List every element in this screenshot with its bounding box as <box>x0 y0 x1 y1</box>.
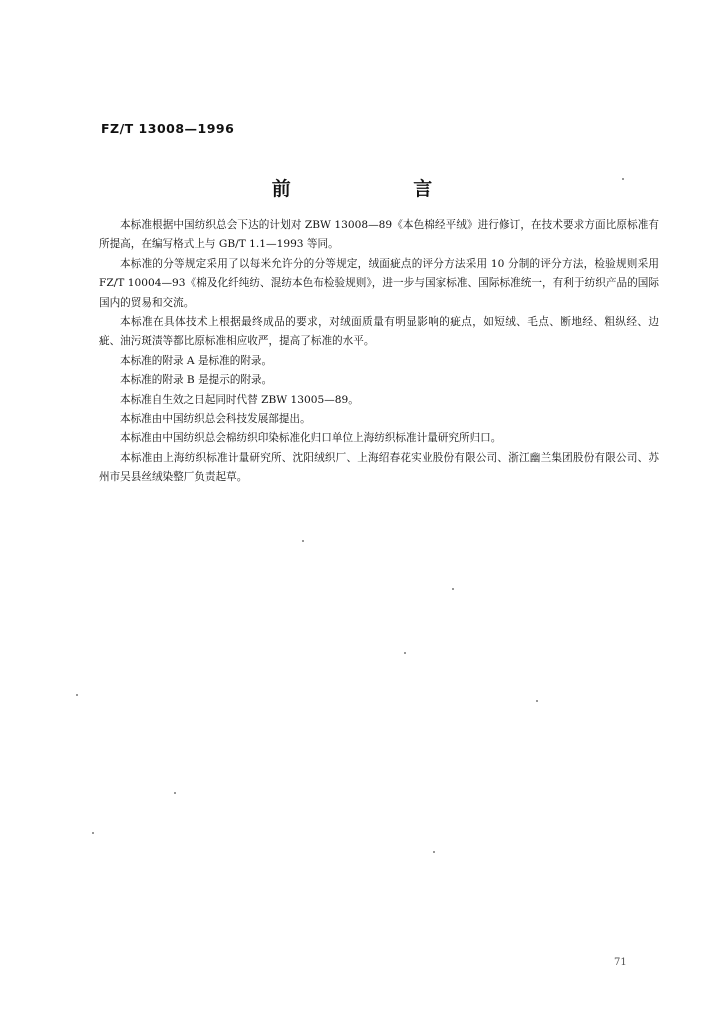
paragraph: 本标准由上海纺织标准计量研究所、沈阳绒织厂、上海绍春花实业股份有限公司、浙江幽兰集团股份有限公司、苏州市吴县丝绒染整厂负责起草。 <box>99 451 659 484</box>
paragraph: 本标准的分等规定采用了以每米允许分的分等规定，绒面疵点的评分方法采用 10 分制的评分方法，检验规则采用 FZ/T 10004—93《棉及化纤纯纺、混纺本色布检验规则》，进一步与国家标准、国际标准统一，有利于纺织产品的国际国内的贸易和交流。 <box>99 257 659 309</box>
paragraph: 本标准根据中国纺织总会下达的计划对 ZBW 13008—89《本色棉经平绒》进行修订，在技术要求方面比原标准有所提高，在编写格式上与 GB/T 1.1—1993 等同。 <box>99 219 659 251</box>
document-code: FZ/T 13008—1996 <box>101 121 235 136</box>
paragraph: 本标准的附录 A 是标准的附录。 <box>120 354 273 367</box>
paragraph: 本标准自生效之日起同时代替 ZBW 13005—89。 <box>120 393 359 406</box>
scan-speck <box>174 792 176 794</box>
scan-speck <box>404 652 406 654</box>
foreword-body <box>99 216 659 488</box>
scan-speck <box>92 832 94 834</box>
scan-speck <box>622 178 624 180</box>
scan-speck <box>302 540 304 542</box>
paragraph: 本标准在具体技术上根据最终成品的要求，对绒面质量有明显影响的疵点，如短绒、毛点、断地经、粗纵经、边疵、油污斑渍等都比原标准相应收严，提高了标准的水平。 <box>99 316 659 348</box>
paragraph: 本标准由中国纺织总会棉纺织印染标准化归口单位上海纺织标准计量研究所归口。 <box>120 432 502 445</box>
page-title: 前 言 <box>271 178 491 200</box>
scan-speck <box>536 700 538 702</box>
scan-speck <box>433 851 435 853</box>
scan-speck <box>452 588 454 590</box>
paragraph: 本标准由中国纺织总会科技发展部提出。 <box>120 413 311 426</box>
paragraph: 本标准的附录 B 是提示的附录。 <box>120 374 273 387</box>
scan-speck <box>76 694 78 696</box>
page-number: 71 <box>614 957 627 968</box>
